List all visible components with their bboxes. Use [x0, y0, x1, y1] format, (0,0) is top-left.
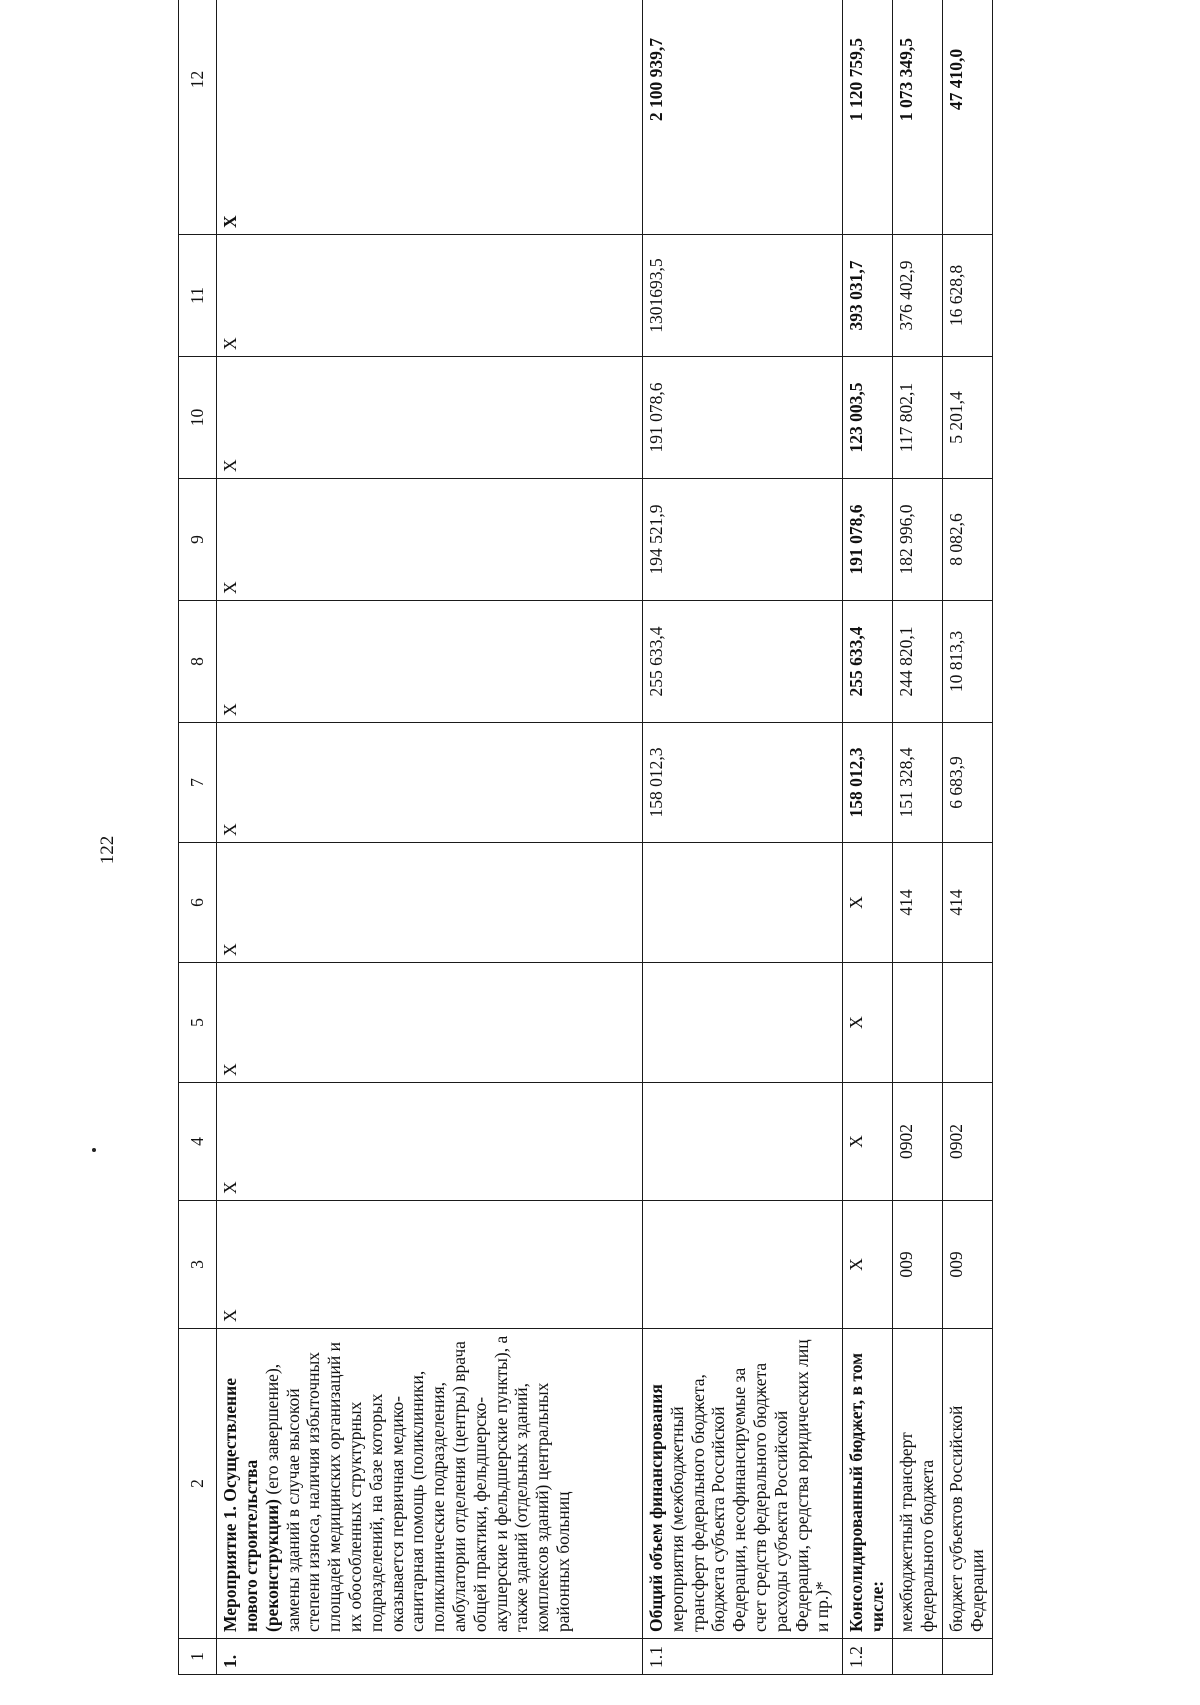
cell-c5 — [892, 963, 942, 1083]
rotated-table-container — [178, 0, 993, 1675]
header-cell: 9 — [179, 479, 217, 601]
cell-c11: 376 402,9 — [892, 235, 942, 357]
cell-c8: 255 633,4 — [642, 601, 842, 723]
row-description-bold: Общий объем финансирования — [645, 1384, 666, 1632]
cell-c8: 244 820,1 — [892, 601, 942, 723]
cell-c3: Х — [217, 1201, 643, 1329]
cell-c7: 158 012,3 — [642, 723, 842, 843]
cell-c6: Х — [842, 843, 892, 963]
cell-c9: 182 996,0 — [892, 479, 942, 601]
row-description — [217, 1329, 643, 1639]
header-cell: 10 — [179, 357, 217, 479]
header-cell: 4 — [179, 1083, 217, 1201]
header-cell: 6 — [179, 843, 217, 963]
header-cell: 5 — [179, 963, 217, 1083]
header-cell: 8 — [179, 601, 217, 723]
cell-c11: 1301693,5 — [642, 235, 842, 357]
cell-c9: 194 521,9 — [642, 479, 842, 601]
cell-c8: 10 813,3 — [942, 601, 992, 723]
row-index — [942, 1639, 992, 1675]
cell-c4: 0902 — [942, 1083, 992, 1201]
header-cell: 12 — [179, 0, 217, 235]
cell-c12: 2 100 939,7 — [642, 0, 842, 235]
table-row — [642, 0, 842, 1675]
row-description-bold: Мероприятие 1. Осуществление нового строительства (реконструкции) — [220, 1378, 282, 1632]
row-index — [892, 1639, 942, 1675]
cell-c3: Х — [842, 1201, 892, 1329]
cell-c5 — [942, 963, 992, 1083]
row-description-rest: мероприятия (межбюджетный трансферт федерального бюджета, бюджета субъекта Российской Федерации, несофинансируемые за счет средств федерального бюджета расходы субъекта Российской Федерации, средства юридических лиц и пр.)* — [666, 1339, 833, 1632]
header-row — [179, 0, 217, 1675]
cell-c12: Х — [217, 0, 643, 235]
cell-c3: 009 — [942, 1201, 992, 1329]
cell-c9: Х — [217, 479, 643, 601]
row-description — [642, 1329, 842, 1639]
row-description-rest: межбюджетный трансферт федерального бюджета — [895, 1432, 937, 1632]
cell-c4: 0902 — [892, 1083, 942, 1201]
row-description-rest: (его завершение), замены зданий в случае высокой степени износа, наличия избыточных площадей медицинских организаций и их обособленных структурных подразделений, на базе которых оказывается первичная медико-санитарная помощь (поликлиники, поликлинические подразделения, амбулатории отделения (центры) врача общей практики, фельдшерско-акушерские и фельдшерские пункты), а также зданий (отдельных зданий, комплексов зданий) центральных районных больниц — [261, 1335, 574, 1632]
cell-c10: 117 802,1 — [892, 357, 942, 479]
row-description-rest: бюджет субъектов Российской Федерации — [945, 1405, 987, 1632]
cell-c6: 414 — [892, 843, 942, 963]
header-cell: 2 — [179, 1329, 217, 1639]
cell-c12: 1 073 349,5 — [892, 0, 942, 235]
cell-c3 — [642, 1201, 842, 1329]
cell-c12: 1 120 759,5 — [842, 0, 892, 235]
cell-c9: 8 082,6 — [942, 479, 992, 601]
header-cell: 3 — [179, 1201, 217, 1329]
cell-c11: 16 628,8 — [942, 235, 992, 357]
row-index: 1.2 — [842, 1639, 892, 1675]
row-description — [942, 1329, 992, 1639]
cell-c7: 158 012,3 — [842, 723, 892, 843]
budget-table — [178, 0, 993, 1675]
cell-c3: 009 — [892, 1201, 942, 1329]
cell-c10: 123 003,5 — [842, 357, 892, 479]
row-description-bold: Консолидированный бюджет, в том числе: — [845, 1352, 887, 1632]
page-number: 122 — [97, 835, 118, 865]
row-description — [842, 1329, 892, 1639]
cell-c7: 6 683,9 — [942, 723, 992, 843]
row-description — [892, 1329, 942, 1639]
cell-c6: Х — [217, 843, 643, 963]
row-index: 1.1 — [642, 1639, 842, 1675]
stray-dot — [92, 1148, 96, 1152]
cell-c5: Х — [842, 963, 892, 1083]
table-row — [892, 0, 942, 1675]
cell-c5 — [642, 963, 842, 1083]
cell-c8: Х — [217, 601, 643, 723]
cell-c9: 191 078,6 — [842, 479, 892, 601]
header-cell: 1 — [179, 1639, 217, 1675]
table-row — [842, 0, 892, 1675]
table-row — [217, 0, 643, 1675]
cell-c6: 414 — [942, 843, 992, 963]
cell-c4: Х — [217, 1083, 643, 1201]
cell-c10: 191 078,6 — [642, 357, 842, 479]
cell-c12: 47 410,0 — [942, 0, 992, 235]
cell-c7: Х — [217, 723, 643, 843]
cell-c5: Х — [217, 963, 643, 1083]
cell-c10: 5 201,4 — [942, 357, 992, 479]
table-row — [942, 0, 992, 1675]
cell-c8: 255 633,4 — [842, 601, 892, 723]
cell-c4: Х — [842, 1083, 892, 1201]
header-cell: 7 — [179, 723, 217, 843]
cell-c11: 393 031,7 — [842, 235, 892, 357]
cell-c4 — [642, 1083, 842, 1201]
row-index: 1. — [217, 1639, 643, 1675]
cell-c6 — [642, 843, 842, 963]
cell-c11: Х — [217, 235, 643, 357]
cell-c10: Х — [217, 357, 643, 479]
header-cell: 11 — [179, 235, 217, 357]
cell-c7: 151 328,4 — [892, 723, 942, 843]
